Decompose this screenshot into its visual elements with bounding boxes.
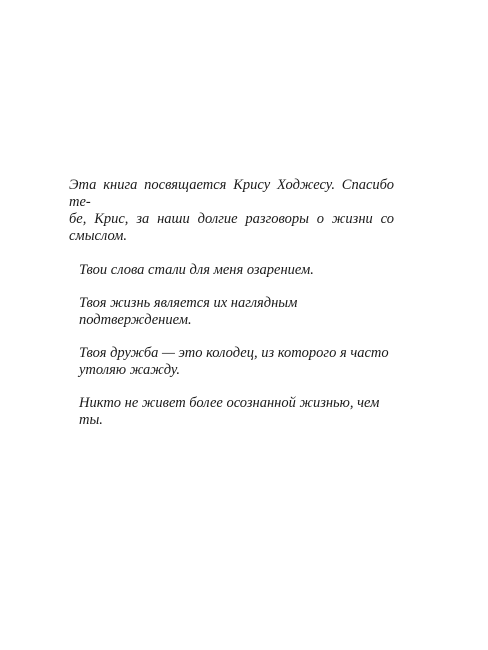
dedication-paragraph-closing: Никто не живет более осознанной жизнью, чем ты.: [79, 395, 380, 428]
dedication-paragraph-life: Твоя жизнь является их наглядным подтверждением.: [79, 295, 298, 328]
friendship-line-1: Твоя дружба — это колодец, из которого я часто: [79, 345, 389, 361]
intro-line-2: бе, Крис, за наши долгие разговоры о жизни со смыслом.: [69, 211, 394, 244]
friendship-line-2: утоляю жажду.: [79, 362, 181, 378]
dedication-paragraph-words: Твои слова стали для меня озарением.: [79, 262, 314, 278]
intro-line-1: Эта книга посвящается Крису Ходжесу. Спасибо те-: [69, 177, 394, 210]
dedication-paragraph-friendship: [69, 345, 394, 379]
dedication-intro-paragraph: [69, 177, 394, 245]
dedication-text: [69, 177, 394, 445]
